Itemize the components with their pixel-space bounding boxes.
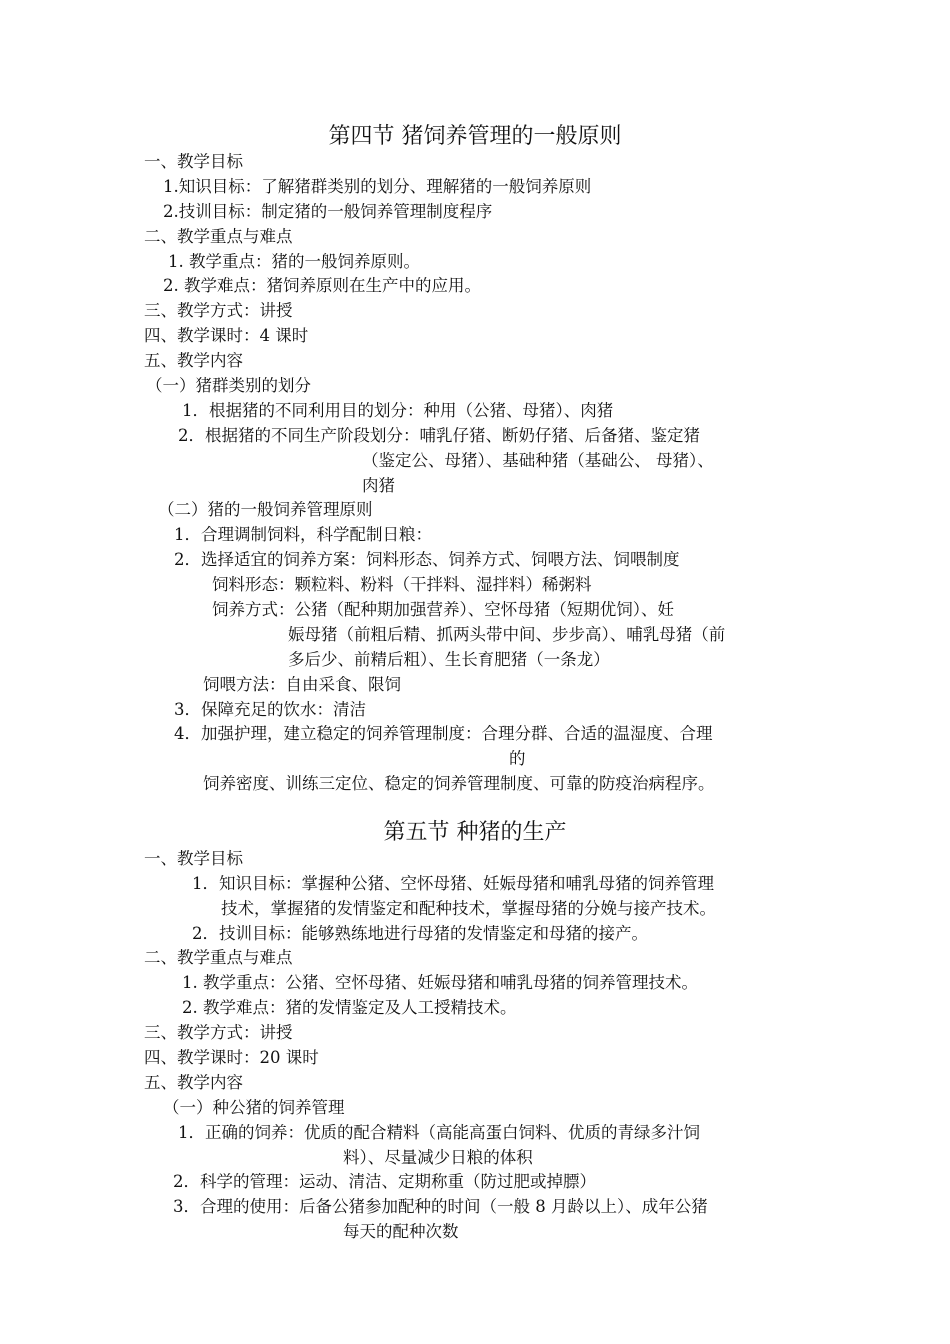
s5-boar-feeding-cont: 料）、尽量减少日粮的体积 xyxy=(343,1148,533,1167)
section4-title: 第四节 猪饲养管理的一般原则 xyxy=(328,124,622,149)
section5-title: 第五节 种猪的生产 xyxy=(383,820,567,845)
s4-heading-hours: 四、教学课时：4 课时 xyxy=(144,326,309,345)
s4-heading-keypoints: 二、教学重点与难点 xyxy=(144,227,293,246)
s4-principle-1: 1．合理调制饲料，科学配制日粮： xyxy=(174,525,432,544)
s4-feeding-mode: 饲养方式：公猪（配种期加强营养）、空怀母猪（短期优饲）、妊 xyxy=(212,600,674,619)
s4-principle-4: 4．加强护理，建立稳定的饲养管理制度：合理分群、合适的温湿度、合理 xyxy=(174,724,713,743)
s4-principle-4-cont2: 饲养密度、训练三定位、稳定的饲养管理制度、可靠的防疫治病程序。 xyxy=(203,774,715,793)
s5-heading-content: 五、教学内容 xyxy=(144,1073,243,1092)
s4-class-by-stage-cont1: （鉴定公、母猪）、基础种猪（基础公、 母猪）、 xyxy=(362,451,714,470)
s4-keypoint: 1. 教学重点：猪的一般饲养原则。 xyxy=(168,252,420,271)
s4-heading-objectives: 一、教学目标 xyxy=(144,152,243,171)
s5-boar-usage-cont: 每天的配种次数 xyxy=(343,1222,459,1241)
s4-sub-principles: （二）猪的一般饲养管理原则 xyxy=(158,500,373,519)
s5-boar-feeding: 1．正确的饲养：优质的配合精料（高能高蛋白饲料、优质的青绿多汁饲 xyxy=(178,1123,700,1142)
s5-objective-skill: 2．技训目标：能够熟练地进行母猪的发情鉴定和母猪的接产。 xyxy=(192,924,648,943)
s5-heading-method: 三、教学方式：讲授 xyxy=(144,1023,293,1042)
s4-class-by-stage: 2．根据猪的不同生产阶段划分：哺乳仔猪、断奶仔猪、后备猪、鉴定猪 xyxy=(178,426,700,445)
s4-feed-form: 饲料形态：颗粒料、粉料（干拌料、湿拌料）稀粥料 xyxy=(212,575,592,594)
s4-class-by-stage-cont2: 肉猪 xyxy=(362,476,395,495)
s5-sub-boar: （一）种公猪的饲养管理 xyxy=(163,1098,345,1117)
s5-heading-objectives: 一、教学目标 xyxy=(144,849,243,868)
s5-keypoint: 1. 教学重点：公猪、空怀母猪、妊娠母猪和哺乳母猪的饲养管理技术。 xyxy=(182,973,698,992)
s4-class-by-use: 1．根据猪的不同利用目的划分：种用（公猪、母猪）、肉猪 xyxy=(182,401,614,420)
s4-feeding-mode-cont1: 娠母猪（前粗后精、抓两头带中间、步步高）、哺乳母猪（前 xyxy=(288,625,726,644)
s5-heading-hours: 四、教学课时：20 课时 xyxy=(144,1048,319,1067)
s4-sub-classification: （一）猪群类别的划分 xyxy=(146,376,311,395)
s4-objective-knowledge: 1.知识目标：了解猪群类别的划分、理解猪的一般饲养原则 xyxy=(163,177,592,196)
s4-objective-skill: 2.技训目标：制定猪的一般饲养管理制度程序 xyxy=(163,202,493,221)
s4-heading-content: 五、教学内容 xyxy=(144,351,243,370)
s4-feeding-mode-cont2: 多后少、前精后粗）、生长育肥猪（一条龙） xyxy=(288,650,610,669)
s4-difficulty: 2. 教学难点：猪饲养原则在生产中的应用。 xyxy=(163,276,481,295)
s4-principle-2: 2．选择适宜的饲养方案：饲料形态、饲养方式、饲喂方法、饲喂制度 xyxy=(174,550,680,569)
s5-boar-usage: 3．合理的使用：后备公猪参加配种的时间（一般 8 月龄以上）、成年公猪 xyxy=(173,1197,708,1216)
s5-objective-knowledge: 1．知识目标：掌握种公猪、空怀母猪、妊娠母猪和哺乳母猪的饲养管理 xyxy=(192,874,714,893)
s4-heading-method: 三、教学方式：讲授 xyxy=(144,301,293,320)
s5-difficulty: 2. 教学难点：猪的发情鉴定及人工授精技术。 xyxy=(182,998,517,1017)
s5-objective-knowledge-cont: 技术，掌握猪的发情鉴定和配种技术，掌握母猪的分娩与接产技术。 xyxy=(221,899,716,918)
s4-principle-3: 3．保障充足的饮水：清洁 xyxy=(174,700,366,719)
s4-feeding-method: 饲喂方法：自由采食、限饲 xyxy=(203,675,401,694)
s5-heading-keypoints: 二、教学重点与难点 xyxy=(144,948,293,967)
s4-principle-4-cont1: 的 xyxy=(509,749,526,768)
s5-boar-management: 2．科学的管理：运动、清洁、定期称重（防过肥或掉膘） xyxy=(173,1172,596,1191)
